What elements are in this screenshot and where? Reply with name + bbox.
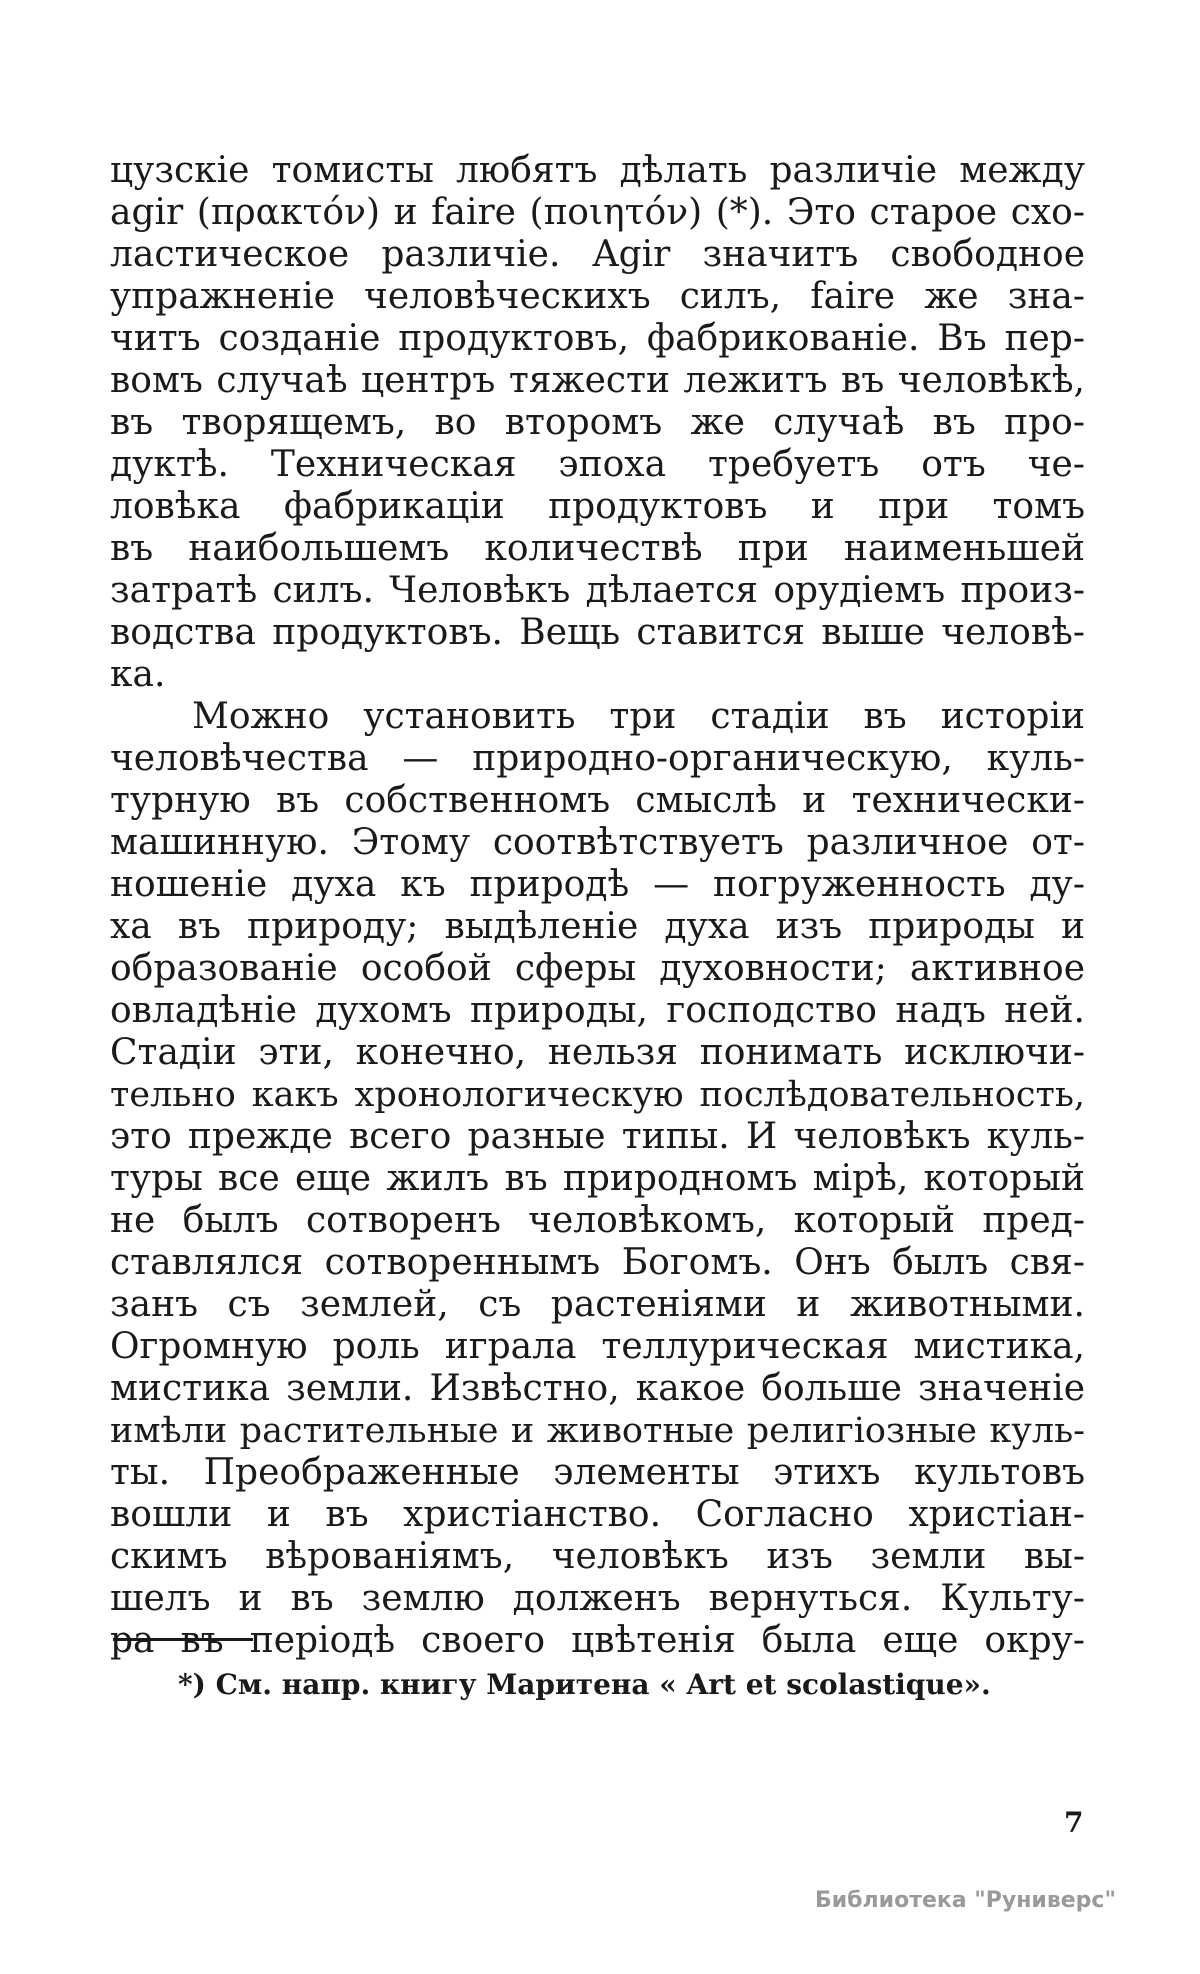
text-line: цузскіе томисты любятъ дѣлать различіе между <box>110 150 1085 191</box>
text-line: agir (πρακτόν) и faire (ποιητόν) (*). Это старое схо- <box>110 192 1085 233</box>
text-line: ношеніе духа къ природѣ — погруженность ду- <box>110 864 1085 905</box>
text-line: въ творящемъ, во второмъ же случаѣ въ про- <box>110 402 1085 443</box>
text-line: затратѣ силъ. Человѣкъ дѣлается орудіемъ произ- <box>110 570 1085 611</box>
text-line: шелъ и въ землю долженъ вернуться. Культу- <box>110 1578 1085 1619</box>
text-line: имѣли растительные и животные религіозные куль- <box>110 1411 1085 1451</box>
text-line: ловѣка фабрикаціи продуктовъ и при томъ <box>110 486 1085 527</box>
text-line: образованіе особой сферы духовности; активное <box>110 948 1085 989</box>
body-text <box>110 150 1085 1662</box>
text-line: ластическое различіе. Agir значитъ свободное <box>110 234 1085 275</box>
text-line: не былъ сотворенъ человѣкомъ, который пред- <box>110 1200 1085 1241</box>
text-line: вомъ случаѣ центръ тяжести лежитъ въ человѣкѣ, <box>110 360 1085 401</box>
text-line: машинную. Этому соотвѣтствуетъ различное от- <box>110 822 1085 863</box>
text-line: читъ созданіе продуктовъ, фабрикованіе. Въ пер- <box>110 318 1085 359</box>
text-line: Стадіи эти, конечно, нельзя понимать исключи- <box>110 1032 1085 1073</box>
text-line: въ наибольшемъ количествѣ при наименьшей <box>110 528 1085 569</box>
text-line: это прежде всего разные типы. И человѣкъ куль- <box>110 1116 1085 1157</box>
text-line: ставлялся сотвореннымъ Богомъ. Онъ былъ свя- <box>110 1242 1085 1283</box>
text-line: туры все еще жилъ въ природномъ мірѣ, который <box>110 1158 1085 1199</box>
text-line: скимъ вѣрованіямъ, человѣкъ изъ земли вы- <box>110 1536 1085 1577</box>
library-watermark: Библиотека "Руниверс" <box>815 1888 1116 1913</box>
footnote-divider <box>113 1638 253 1641</box>
text-line: вошли и въ христіанство. Согласно христіан- <box>110 1494 1085 1535</box>
text-line: турную въ собственномъ смыслѣ и технически- <box>110 780 1085 821</box>
text-line: человѣчества — природно-органическую, куль- <box>110 738 1085 779</box>
text-line: ра въ періодѣ своего цвѣтенія была еще окру- <box>110 1620 1085 1661</box>
text-line: ка. <box>110 654 166 695</box>
text-line: занъ съ землей, съ растеніями и животными. <box>110 1284 1085 1325</box>
text-line: Огромную роль играла теллурическая мистика, <box>110 1326 1085 1367</box>
text-line: овладѣніе духомъ природы, господство надъ ней. <box>110 990 1085 1031</box>
text-line: упражненіе человѣческихъ силъ, faire же зна- <box>110 276 1085 317</box>
text-line: тельно какъ хронологическую послѣдовательность, <box>110 1075 1085 1115</box>
paragraph-start-line: Можно установить три стадіи въ исторіи <box>192 696 1085 737</box>
footnote: *) См. напр. книгу Маритена « Art et scolastique». <box>178 1668 991 1701</box>
page-number: 7 <box>1064 1806 1084 1839</box>
text-line: мистика земли. Извѣстно, какое больше значеніе <box>110 1368 1085 1409</box>
text-line: дуктѣ. Техническая эпоха требуетъ отъ че- <box>110 444 1085 485</box>
text-line: водства продуктовъ. Вещь ставится выше человѣ- <box>110 612 1085 653</box>
text-line: ты. Преображенные элементы этихъ культовъ <box>110 1452 1085 1493</box>
text-line: ха въ природу; выдѣленіе духа изъ природы и <box>110 906 1085 947</box>
